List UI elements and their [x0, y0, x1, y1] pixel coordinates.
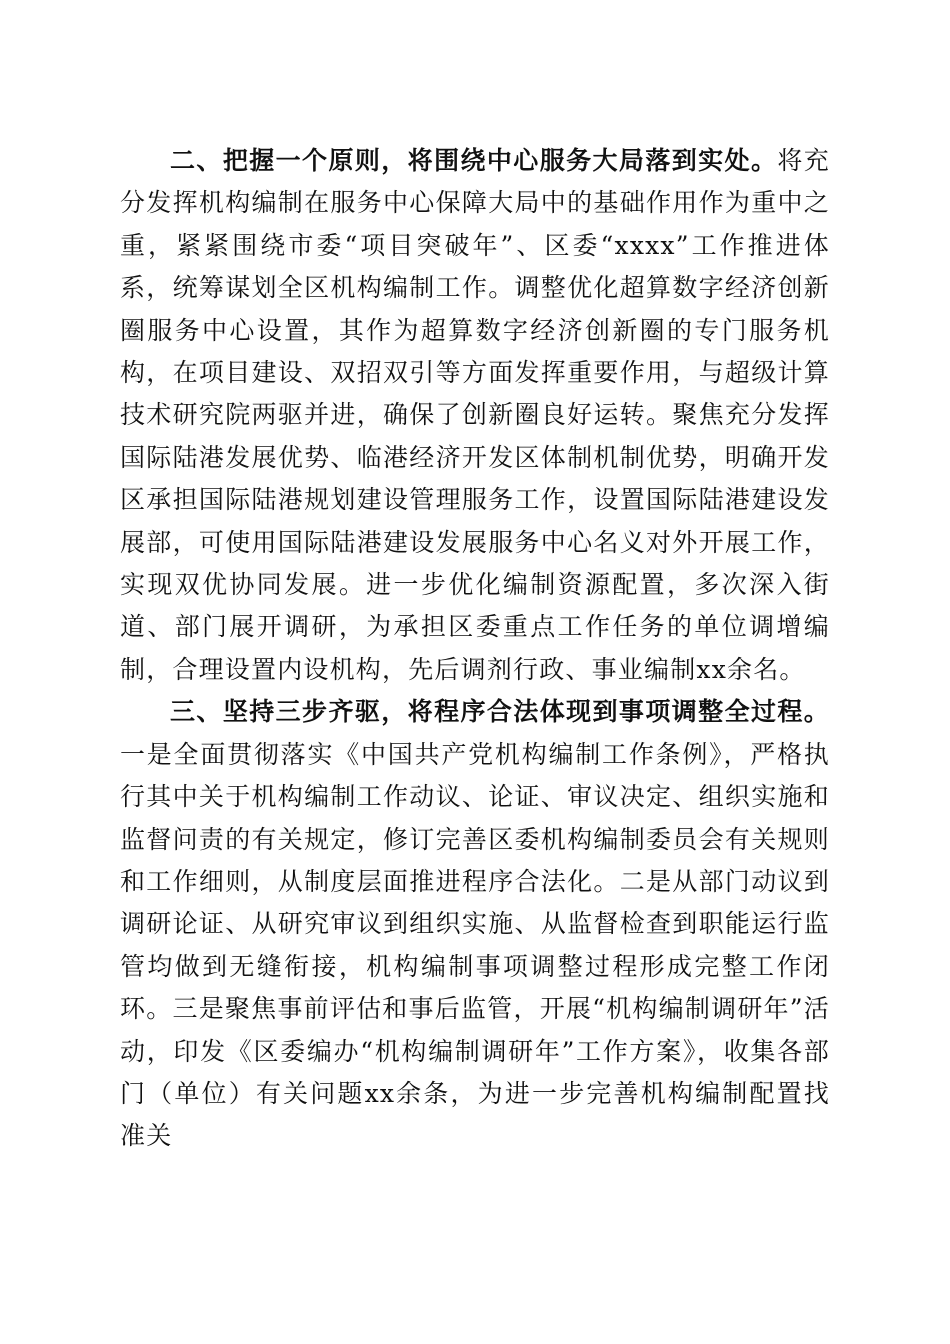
- section-body-2: 将充分发挥机构编制在服务中心保障大局中的基础作用作为重中之重，紧紧围绕市委“项目突破年”、区委“xxxx”工作推进体系，统筹谋划全区机构编制工作。调整优化超算数字经济创新圈服务中心设置，其作为超算数字经济创新圈的专门服务机构，在项目建设、双招双引等方面发挥重要作用，与超级计算技术研究院两驱并进，确保了创新圈良好运转。聚焦充分发挥国际陆港发展优势、临港经济开发区体制机制优势，明确开发区承担国际陆港规划建设管理服务工作，设置国际陆港建设发展部，可使用国际陆港建设发展服务中心名义对外开展工作，实现双优协同发展。进一步优化编制资源配置，多次深入街道、部门展开调研，为承担区委重点工作任务的单位调增编制，合理设置内设机构，先后调剂行政、事业编制xx余名。: [120, 146, 830, 684]
- paragraph-section-3: [120, 691, 830, 1157]
- paragraph-section-2: [120, 140, 830, 691]
- section-heading-3: 三、坚持三步齐驱，将程序合法体现到事项调整全过程。: [170, 697, 830, 727]
- section-body-3: 一是全面贯彻落实《中国共产党机构编制工作条例》，严格执行其中关于机构编制工作动议、论证、审议决定、组织实施和监督问责的有关规定，修订完善区委机构编制委员会有关规则和工作细则，从制度层面推进程序合法化。二是从部门动议到调研论证、从研究审议到组织实施、从监督检查到职能运行监管均做到无缝衔接，机构编制事项调整过程形成完整工作闭环。三是聚焦事前评估和事后监管，开展“机构编制调研年”活动，印发《区委编办“机构编制调研年”工作方案》，收集各部门（单位）有关问题xx余条，为进一步完善机构编制配置找准关: [120, 739, 830, 1151]
- document-page: [120, 140, 830, 1200]
- section-heading-2: 二、把握一个原则，将围绕中心服务大局落到实处。: [170, 146, 778, 175]
